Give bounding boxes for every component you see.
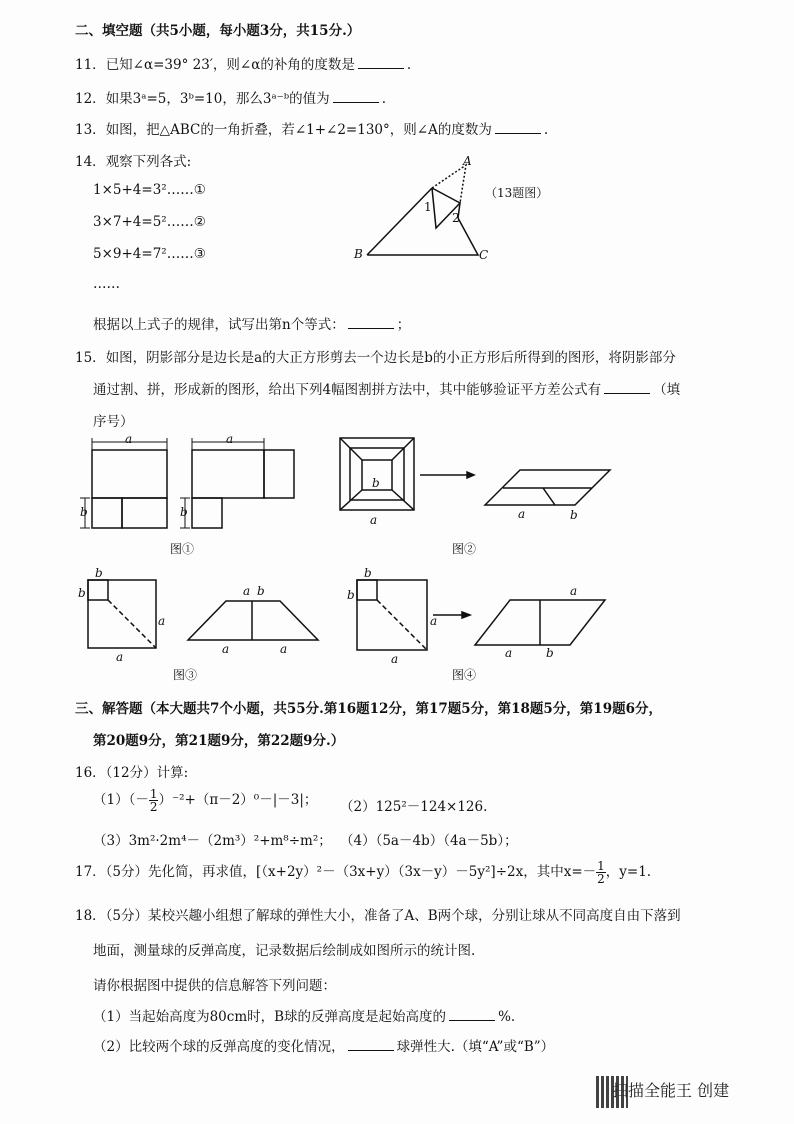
label-a: a bbox=[226, 432, 234, 446]
q-end: . bbox=[406, 57, 412, 73]
expr: （1）（－ bbox=[93, 792, 149, 808]
label-b: b bbox=[347, 588, 355, 602]
label-C: C bbox=[479, 248, 489, 262]
label-a: a bbox=[430, 614, 438, 628]
answer-blank[interactable] bbox=[604, 381, 650, 394]
question-15-line1 bbox=[75, 346, 676, 366]
label-b: b bbox=[546, 646, 554, 660]
q-end: ； bbox=[396, 317, 411, 333]
q-text: ，y=1. bbox=[605, 864, 652, 880]
section2-heading: 二、填空题（共5小题，每小题3分，共15分.） bbox=[75, 23, 361, 39]
q-text: （1）当起始高度为80cm时，B球的反弹高度是起始高度的 bbox=[93, 1009, 447, 1025]
figure-4-caption: 图④ bbox=[452, 668, 477, 682]
q-num: 15． bbox=[75, 350, 106, 366]
figure-13-caption: （13题图） bbox=[485, 186, 549, 200]
q18-part1 bbox=[93, 1005, 515, 1025]
ellipsis: …… bbox=[93, 276, 120, 292]
q-text: 如果3ᵃ=5，3ᵇ=10，那么3ᵃ⁻ᵇ的值为 bbox=[105, 91, 330, 107]
answer-blank[interactable] bbox=[449, 1008, 495, 1021]
equation-1: 1×5+4=3²……① bbox=[93, 182, 206, 198]
label-B: B bbox=[354, 247, 363, 261]
equation-3: 5×9+4=7²……③ bbox=[93, 246, 206, 262]
q-text: 17．（5分）先化简，再求值，[（x+2y）²－（3x+y）（3x－y）－5y²]÷2x，其中x=－ bbox=[75, 864, 597, 880]
section3-heading: 三、解答题（本大题共7个小题，共55分.第16题12分，第17题5分，第18题5分，第19题6分， bbox=[75, 701, 662, 717]
figure-3-caption: 图③ bbox=[173, 668, 198, 682]
scanner-watermark: 扫描全能王 创建 bbox=[612, 1081, 730, 1100]
label-angle-2: 2 bbox=[452, 211, 460, 225]
label-b: b bbox=[570, 508, 578, 522]
numerator: 1 bbox=[149, 787, 158, 801]
label-b: b bbox=[78, 586, 86, 600]
figure-2 bbox=[340, 438, 610, 510]
question-18-line2: 地面，测量球的反弹高度，记录数据后绘制成如图所示的统计图. bbox=[93, 943, 476, 959]
q-text: 观察下列各式: bbox=[105, 154, 192, 170]
figure-4 bbox=[357, 580, 605, 650]
label-a: a bbox=[280, 642, 288, 656]
label-A: A bbox=[463, 154, 472, 168]
equation-2: 3×7+4=5²……② bbox=[93, 214, 206, 230]
q-end: . bbox=[381, 91, 386, 107]
label-a: a bbox=[116, 650, 124, 664]
question-15-line2 bbox=[93, 378, 680, 398]
label-b: b bbox=[364, 566, 372, 580]
label-b: b bbox=[80, 505, 88, 519]
q-end: . bbox=[543, 122, 549, 138]
figure-1-caption: 图① bbox=[170, 542, 195, 556]
q-text: 如图，把△ABC的一角折叠，若∠1+∠2=130°，则∠A的度数为 bbox=[105, 122, 492, 138]
q-text: 球弹性大.（填“A”或“B”） bbox=[396, 1039, 555, 1055]
q-num: 11． bbox=[75, 57, 106, 73]
q-text: （2）比较两个球的反弹高度的变化情况， bbox=[93, 1039, 345, 1055]
answer-blank[interactable] bbox=[348, 1038, 394, 1051]
question-15-line3: 序号） bbox=[93, 414, 134, 430]
label-a: a bbox=[518, 507, 526, 521]
q-text: 如图，阴影部分是边长是a的大正方形剪去一个边长是b的小正方形后所得到的图形，将阴影部分 bbox=[105, 350, 676, 366]
label-b: b bbox=[257, 584, 265, 598]
q-text: （填 bbox=[653, 382, 681, 398]
denominator: 2 bbox=[149, 800, 158, 814]
label-a: a bbox=[370, 513, 378, 527]
question-17 bbox=[75, 860, 651, 885]
figure-3 bbox=[88, 580, 318, 648]
q16-part3: （3）3m²·2m⁴－（2m³）²+m⁸÷m²； bbox=[93, 833, 332, 849]
triangle-figure-13 bbox=[367, 165, 478, 255]
denominator: 2 bbox=[597, 872, 605, 886]
label-a: a bbox=[125, 432, 133, 446]
section3-heading-cont: 第20题9分，第21题9分，第22题9分.） bbox=[93, 733, 345, 749]
label-a: a bbox=[158, 614, 166, 628]
q18-part2 bbox=[93, 1035, 554, 1055]
q-text: 已知∠α=39° 23′，则∠α的补角的度数是 bbox=[105, 57, 355, 73]
question-18-line3: 请你根据图中提供的信息解答下列问题： bbox=[93, 978, 336, 994]
q-text: %. bbox=[498, 1009, 516, 1025]
label-b: b bbox=[372, 476, 380, 490]
label-a: a bbox=[391, 652, 399, 666]
numerator: 1 bbox=[597, 859, 605, 873]
fraction bbox=[596, 860, 606, 885]
q16-part4: （4）（5a－4b）（4a－5b）； bbox=[340, 833, 518, 849]
label-a: a bbox=[505, 646, 513, 660]
label-b: b bbox=[95, 566, 103, 580]
label-angle-1: 1 bbox=[424, 200, 432, 214]
q-num: 14． bbox=[75, 154, 106, 170]
figure-2-caption: 图② bbox=[452, 542, 477, 556]
q-text: 根据以上式子的规律，试写出第n个等式： bbox=[93, 317, 345, 333]
label-b: b bbox=[180, 505, 188, 519]
expr: ）⁻²+（π－2）⁰－|－3|； bbox=[158, 792, 318, 808]
q-num: 13． bbox=[75, 122, 106, 138]
label-a: a bbox=[570, 584, 578, 598]
question-18-line1: 18．（5分）某校兴趣小组想了解球的弹性大小，准备了A、B两个球，分别让球从不同高度自由下落到 bbox=[75, 908, 681, 924]
q-text: 通过割、拼，形成新的图形，给出下列4幅图割拼方法中，其中能够验证平方差公式有 bbox=[93, 382, 602, 398]
q16-part2: （2）125²－124×126. bbox=[340, 799, 488, 815]
q16-part1 bbox=[93, 788, 317, 813]
q-num: 12． bbox=[75, 91, 106, 107]
label-a: a bbox=[222, 642, 230, 656]
label-a: a bbox=[243, 584, 251, 598]
question-16: 16．（12分）计算: bbox=[75, 765, 189, 781]
